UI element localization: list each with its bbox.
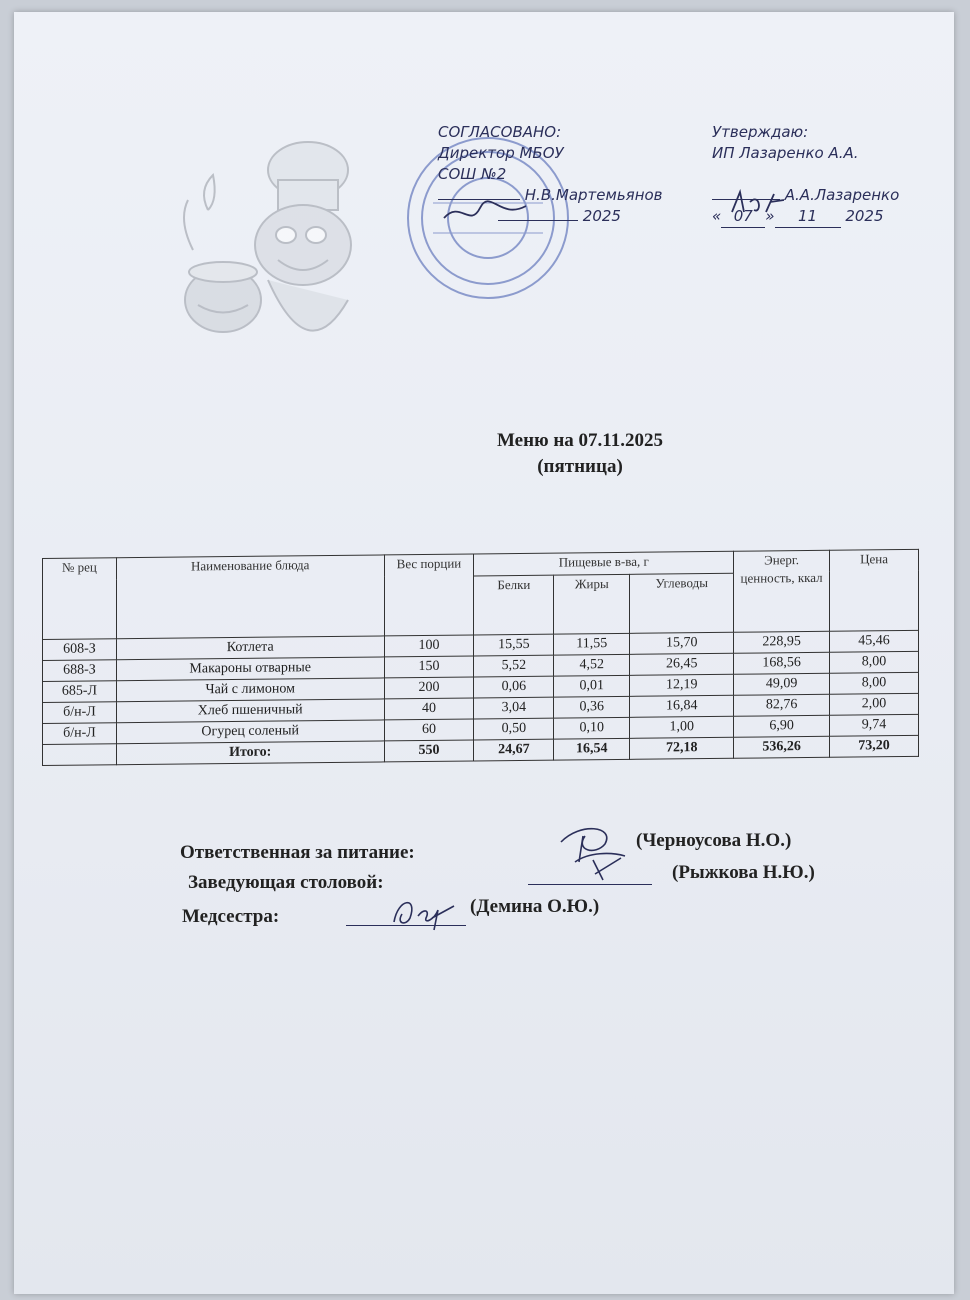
approval-right-line1: Утверждаю: [712,123,809,141]
cell-weight: 40 [384,698,474,720]
cell-protein: 15,55 [474,634,554,656]
cell-fat: 4,52 [554,654,630,676]
header-name: Наименование блюда [116,555,384,639]
food-responsible-name: (Черноусова Н.О.) [636,830,792,851]
approval-left-line2: Директор МБОУ [438,144,564,162]
cell-energy: 168,56 [734,652,830,674]
menu-title-date: Меню на 07.11.2025 [497,430,663,451]
cell-rec: 688-З [43,660,117,682]
cell-name: Огурец соленый [116,720,384,744]
canteen-signature-line [528,884,652,885]
cell-protein: 0,06 [474,676,554,698]
nurse-signature [388,892,458,932]
approval-day: 07 [721,206,765,228]
approval-left-year: 2025 [582,207,621,225]
header-weight: Вес порции [384,554,474,636]
cell-energy: 228,95 [734,631,830,653]
date-open-quote: « [712,207,722,225]
cell-fat: 11,55 [554,633,630,655]
cell-carbs: 16,84 [630,695,734,717]
canteen-head-name: (Рыжкова Н.Ю.) [672,862,815,883]
cell-fat: 0,10 [554,717,630,739]
approver-signature [728,188,788,218]
cell-empty [43,744,117,766]
cell-rec: б/н-Л [43,723,117,745]
total-protein: 24,67 [474,739,554,761]
cell-weight: 150 [384,656,474,678]
cell-weight: 60 [384,719,474,741]
approval-left-line3: СОШ №2 [438,165,507,183]
total-weight: 550 [384,740,474,762]
cell-rec: б/н-Л [43,702,117,724]
cell-price: 45,46 [830,630,919,652]
cell-weight: 100 [384,635,474,657]
cell-rec: 608-З [43,639,117,661]
director-name: Н.В.Мартемьянов [524,186,663,204]
cell-name: Макароны отварные [116,657,384,681]
header-carbs: Углеводы [630,573,734,633]
nurse-name: (Демина О.Ю.) [470,896,600,917]
cell-rec: 685-Л [43,681,117,703]
cell-name: Чай с лимоном [116,678,384,702]
approval-left-line1: СОГЛАСОВАНО: [438,123,562,141]
total-energy: 536,26 [734,736,830,758]
cell-weight: 200 [384,677,474,699]
cell-carbs: 26,45 [630,653,734,675]
header-energy: Энерг. ценность, ккал [734,550,830,632]
cell-energy: 6,90 [734,715,830,737]
cell-fat: 0,36 [554,696,630,718]
approver-name: А.А.Лазаренко [784,186,900,204]
cell-price: 2,00 [830,693,919,715]
cell-protein: 3,04 [474,697,554,719]
header-protein: Белки [474,575,554,635]
approval-right-line2: ИП Лазаренко А.А. [712,144,859,162]
nurse-label: Медсестра: [182,906,280,927]
cell-name: Хлеб пшеничный [116,699,384,723]
header-fat: Жиры [554,574,630,634]
cell-carbs: 1,00 [630,716,734,738]
cell-protein: 5,52 [474,655,554,677]
date-close-quote: » [765,207,775,225]
cell-price: 8,00 [830,651,919,673]
approval-right-year: 2025 [845,207,884,225]
header-price: Цена [830,549,919,631]
menu-title-weekday: (пятница) [537,456,623,477]
header-rec: № рец [43,558,117,640]
header-nutrients: Пищевые в-ва, г [474,551,734,576]
cell-carbs: 12,19 [630,674,734,696]
total-label: Итого: [116,741,384,765]
total-fat: 16,54 [554,738,630,760]
canteen-head-label: Заведующая столовой: [188,872,384,893]
cell-price: 9,74 [830,714,919,736]
food-responsible-signature [555,822,630,884]
cell-name: Котлета [116,636,384,660]
menu-table [42,549,919,766]
cell-price: 8,00 [830,672,919,694]
approval-month: 11 [775,206,841,228]
total-price: 73,20 [830,735,919,757]
food-responsible-label: Ответственная за питание: [180,842,415,863]
cell-protein: 0,50 [474,718,554,740]
chef-illustration [168,130,368,370]
menu-title [380,428,780,480]
total-carbs: 72,18 [630,737,734,759]
cell-carbs: 15,70 [630,632,734,654]
cell-energy: 49,09 [734,673,830,695]
cell-energy: 82,76 [734,694,830,716]
director-signature [440,198,530,226]
cell-fat: 0,01 [554,675,630,697]
